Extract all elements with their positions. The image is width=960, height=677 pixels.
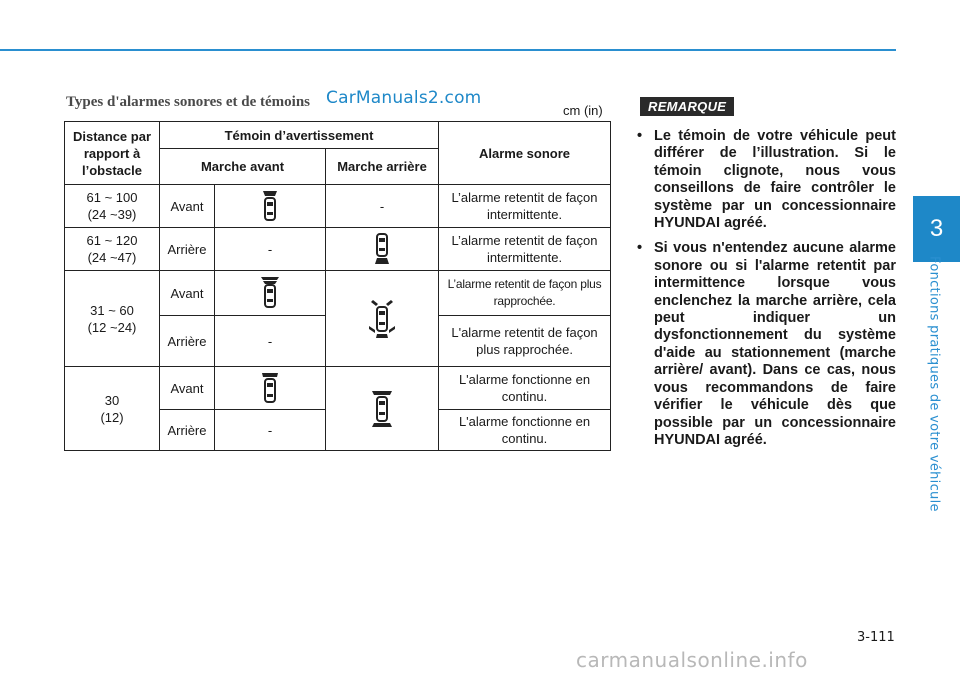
forward-indicator-cell: - [215,228,326,271]
forward-indicator-cell [215,185,326,228]
reverse-indicator-cell [326,228,439,271]
chapter-title: Fonctions pratiques de votre véhicule [926,256,942,512]
table-row [65,367,611,410]
chapter-number: 3 [929,215,944,242]
car-front-continuous-icon [259,371,281,405]
table-row [65,228,611,271]
reverse-indicator-cell [326,367,439,451]
remarque-label: REMARQUE [640,97,734,116]
reverse-indicator-cell [326,271,439,367]
distance-cell: 31 ~ 60 (12 ~24) [65,271,160,367]
unit-label: cm (in) [563,103,603,118]
forward-indicator-cell [215,271,326,316]
alarm-cell: L’alarme retentit de façon plus rapprochée. [439,271,611,316]
header-distance: Distance par rapport à l’obstacle [65,122,160,185]
header-reverse: Marche arrière [326,149,439,185]
note-item: • Le témoin de votre véhicule peut différer de l’illustration. Si le témoin clignote, nous vous conseillons de faire contrôler le système par un concessionnaire HYUNDAI agréé. [632,128,896,232]
header-alarm: Alarme sonore [439,122,611,185]
distance-cell: 30 (12) [65,367,160,451]
distance-cell: 61 ~ 120 (24 ~47) [65,228,160,271]
car-front-close-icon [259,275,281,311]
forward-indicator-cell: - [215,410,326,451]
direction-cell: Avant [160,185,215,228]
table-row [65,271,611,316]
page-number: 3-111 [857,630,895,645]
forward-indicator-cell [215,367,326,410]
car-all-sensors-icon [367,298,397,340]
header-rule [0,49,896,51]
alarm-cell: L’alarme retentit de façon intermittente. [439,185,611,228]
alarm-cell: L'alarme fonctionne en continu. [439,410,611,451]
table-row [65,185,611,228]
car-rear-warning-icon [372,232,392,266]
distance-cell: 61 ~ 100 (24 ~39) [65,185,160,228]
notes-list [632,128,896,457]
note-item: • Si vous n'entendez aucune alarme sonore ou si l'alarme retentit par intermittence lorsque vous enclenchez la marche arrière, cela peut indiquer un dysfonctionnement du système d'aide au stationnement (marche arrière/ avant). Dans ce cas, nous vous recommandons de faire vérifier le véhicule dès que possible par un concessionnaire HYUNDAI agréé. [632,240,896,449]
section-heading: Types d'alarmes sonores et de témoins [66,94,311,110]
watermark-link[interactable]: CarManuals2.com [326,88,482,108]
direction-cell: Arrière [160,316,215,367]
alarm-cell: L'alarme retentit de façon plus rapprochée. [439,316,611,367]
car-all-sensors-continuous-icon [368,389,396,429]
direction-cell: Avant [160,271,215,316]
reverse-indicator-cell: - [326,185,439,228]
car-front-warning-icon [260,189,280,223]
forward-indicator-cell: - [215,316,326,367]
alarm-table [64,121,611,451]
header-forward: Marche avant [160,149,326,185]
chapter-tab [913,196,960,262]
alarm-cell: L'alarme fonctionne en continu. [439,367,611,410]
direction-cell: Arrière [160,228,215,271]
direction-cell: Avant [160,367,215,410]
direction-cell: Arrière [160,410,215,451]
alarm-cell: L’alarme retentit de façon intermittente. [439,228,611,271]
footer-watermark: carmanualsonline.info [576,648,808,672]
header-indicator: Témoin d’avertissement [160,122,439,149]
